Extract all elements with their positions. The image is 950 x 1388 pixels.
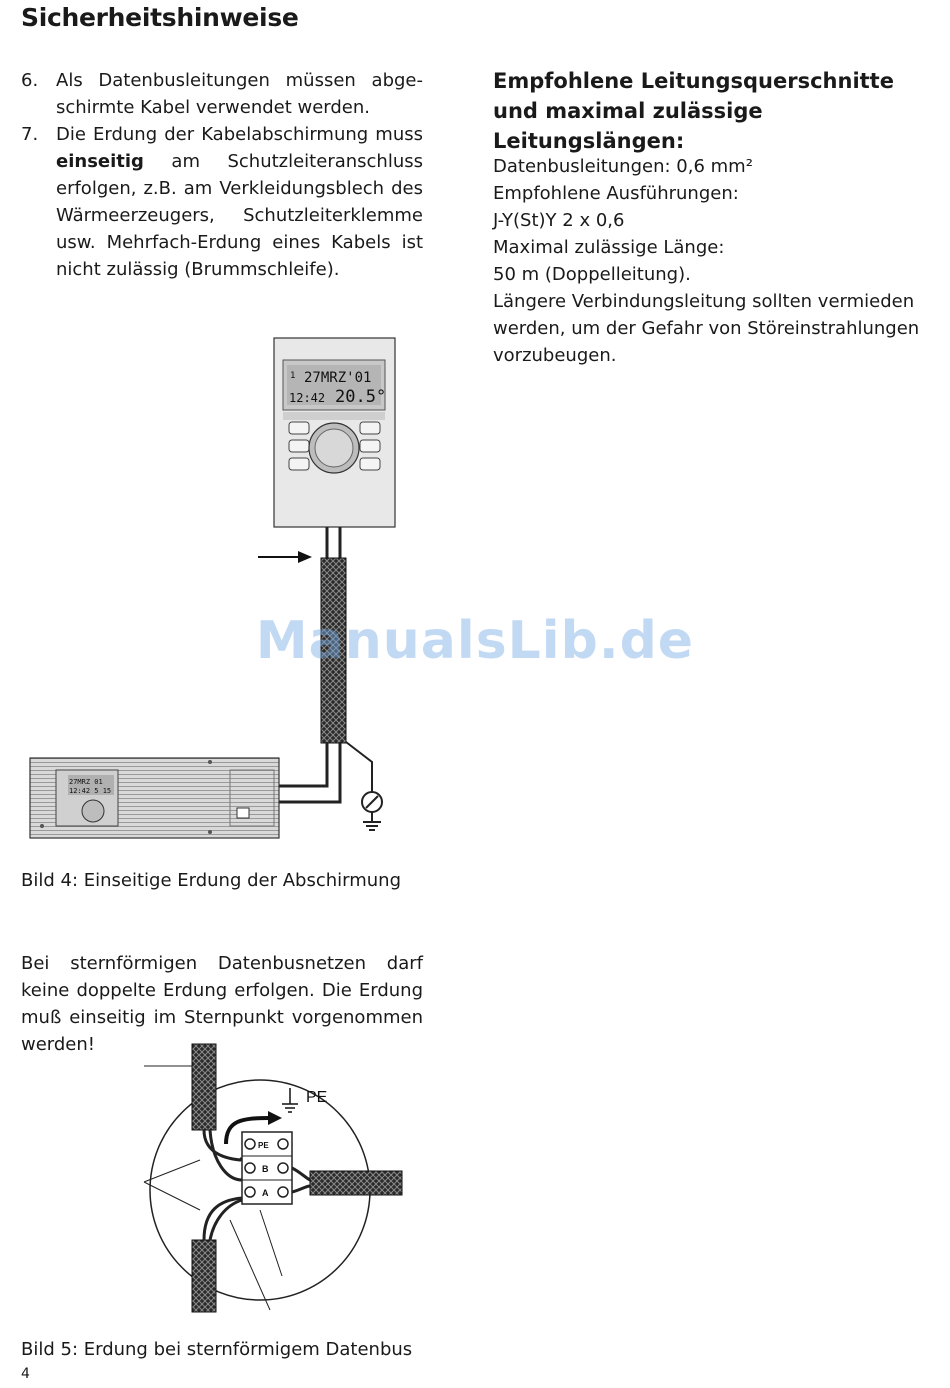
terminal-label-pe: PE <box>258 1141 269 1150</box>
recommendation-line: J-Y(St)Y 2 x 0,6 <box>493 210 625 231</box>
recommendation-line: Maximal zulässige Länge: <box>493 237 725 258</box>
boiler-control-panel <box>30 758 279 838</box>
list-item-text: am Schutzleiteranschluss erfolgen, z.B. am Verkleidungsblech des Wärmeerzeugers, Schutzleiterklemme usw. Mehrfach-Erdung eines Kabels ist nicht zulässig (Brummschleife). <box>56 151 423 280</box>
section-heading: Empfohlene Leitungsquerschnitte und maximal zulässige Leitungslängen: <box>493 69 894 153</box>
arrow-icon <box>258 551 312 563</box>
figure-4-caption: Bild 4: Einseitige Erdung der Abschirmung <box>21 870 402 891</box>
list-item-text: Die Erdung der Kabelabschirmung muss <box>56 124 423 145</box>
figure-5-illustration <box>130 1040 420 1330</box>
device-display-temp: 20.5° <box>335 387 387 407</box>
terminal-label-b: B <box>262 1164 269 1174</box>
list-item-number: 6. <box>21 70 39 91</box>
recommendation-line: Längere Verbindungsleitung sollten vermieden <box>493 291 915 312</box>
cable-horizontal <box>292 1168 402 1195</box>
recommendation-line: vorzubeugen. <box>493 345 617 366</box>
list-item <box>21 67 423 121</box>
page-number: 4 <box>21 1366 30 1382</box>
list-item-emphasis: einseitig <box>56 151 144 172</box>
list-item-text: Als Datenbusleitungen müssen abgeschirmte Kabel verwendet werden. <box>56 70 423 118</box>
recommendation-line: werden, um der Gefahr von Störeinstrahlungen <box>493 318 920 339</box>
room-controller <box>274 338 395 527</box>
terminal-label-a: A <box>262 1188 269 1198</box>
figure-5-caption: Bild 5: Erdung bei sternförmigem Datenbus <box>21 1339 413 1360</box>
cable-recommendations <box>493 153 923 369</box>
device-display-day: 1 <box>290 371 296 381</box>
star-topology-paragraph: Bei sternförmigen Datenbusnetzen darf keine doppelte Erdung erfolgen. Die Erdung muß einseitig im Sternpunkt vorgenommen werden! <box>21 953 423 1055</box>
pe-ground-symbol <box>282 1088 327 1112</box>
terminal-block <box>242 1132 292 1204</box>
recommendation-line: 50 m (Doppelleitung). <box>493 264 691 285</box>
list-item-number: 7. <box>21 124 39 145</box>
pe-label: PE <box>306 1089 328 1106</box>
recommendation-line: Datenbusleitungen: 0,6 mm² <box>493 156 753 177</box>
device-display-time: 12:42 <box>289 391 326 405</box>
page-title: Sicherheitshinweise <box>21 3 299 32</box>
panel-display-date: 27MRZ 01 <box>69 778 103 786</box>
cable-vertical <box>192 1044 242 1312</box>
watermark: ManualsLib.de <box>255 611 695 671</box>
safety-list <box>21 67 423 283</box>
figure-4-illustration <box>0 330 460 850</box>
panel-display-time: 12:42 5 15 <box>69 787 112 795</box>
ground-icon <box>362 792 382 830</box>
recommendation-line: Empfohlene Ausführungen: <box>493 183 739 204</box>
device-display-date: 27MRZ'01 <box>304 370 372 386</box>
list-item <box>21 121 423 283</box>
